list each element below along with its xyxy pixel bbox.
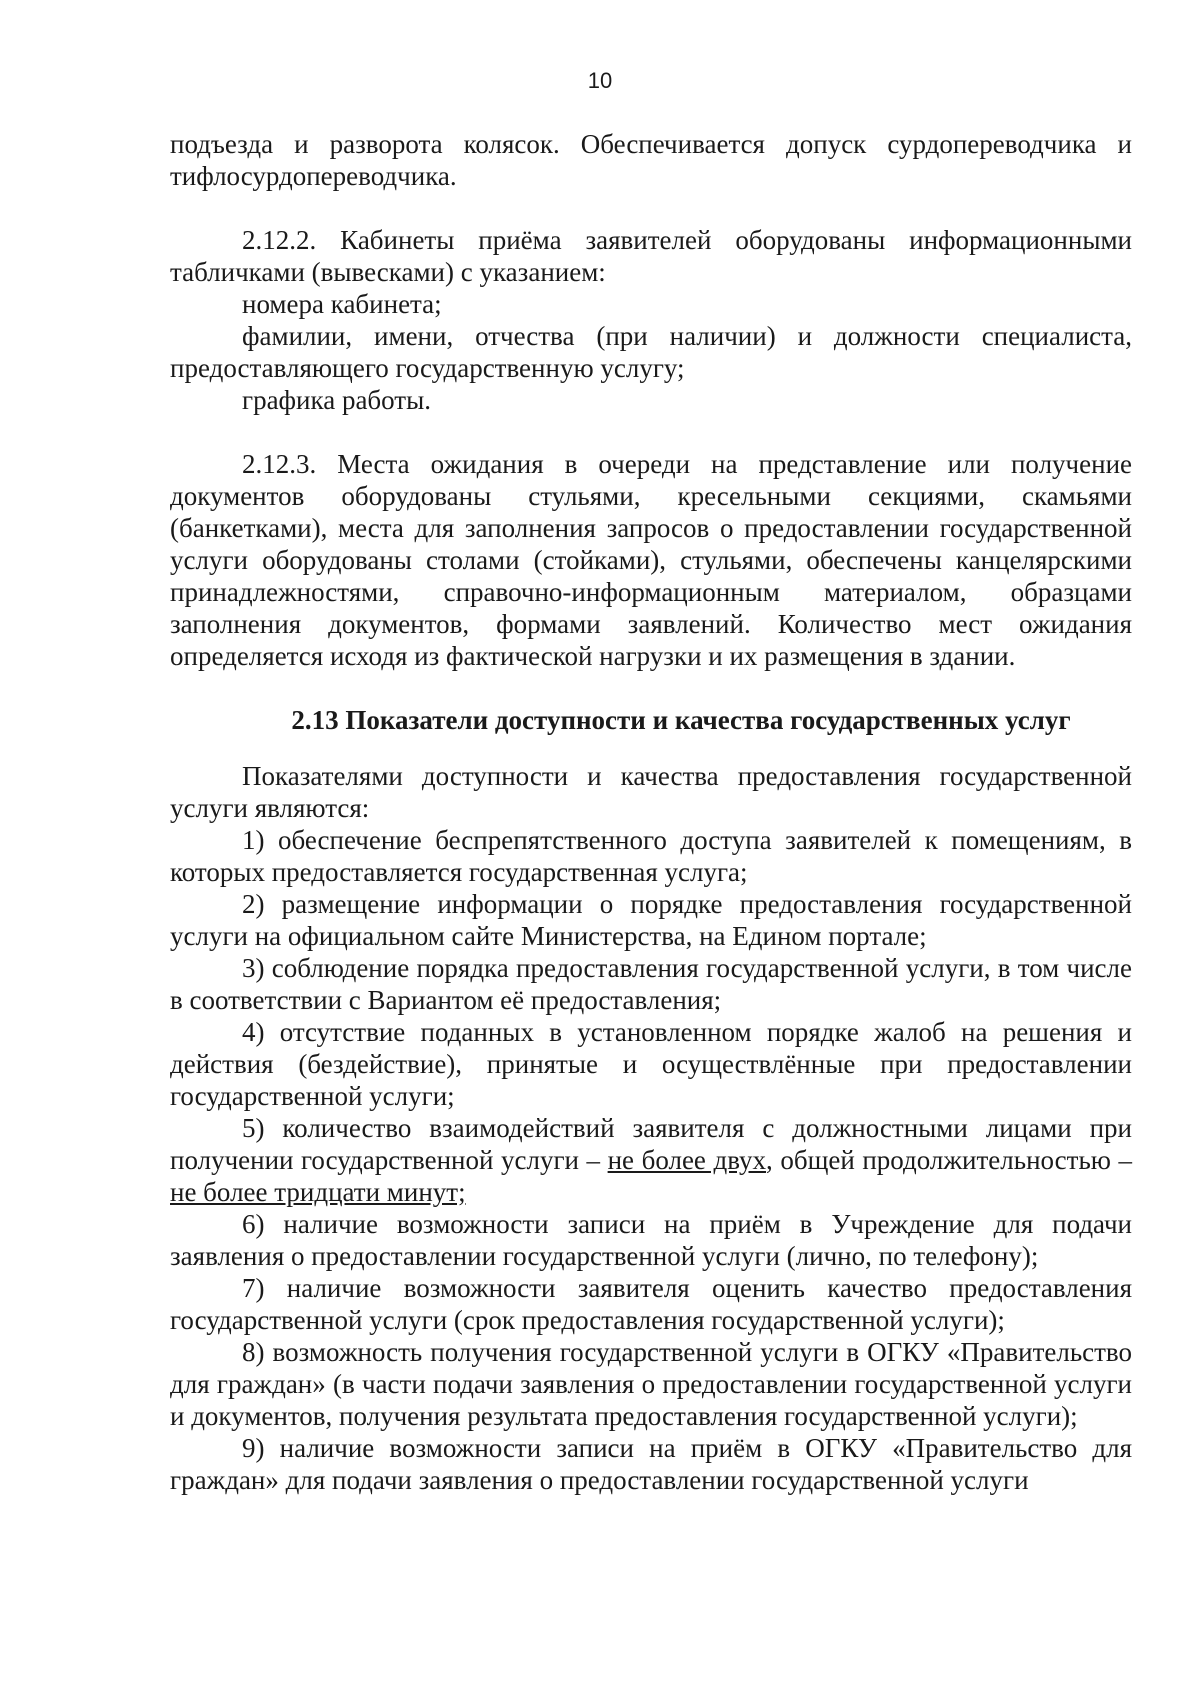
section-2-12-2: 2.12.2. Кабинеты приёма заявителей оборудованы информационными табличками (вывесками) с указанием: bbox=[170, 225, 1132, 287]
document-body bbox=[170, 128, 1132, 1496]
indicator-item-9: 9) наличие возможности записи на приём в ОГКУ «Правительство для граждан» для подачи заявления о предоставлении государственной услуги bbox=[170, 1433, 1132, 1495]
section-2-13-intro: Показателями доступности и качества предоставления государственной услуги являются: bbox=[170, 761, 1132, 823]
indicator-item-4: 4) отсутствие поданных в установленном порядке жалоб на решения и действия (бездействие), принятые и осуществлённые при предоставлении государственной услуги; bbox=[170, 1017, 1132, 1111]
indicator-item-7: 7) наличие возможности заявителя оценить качество предоставления государственной услуги (срок предоставления государственной услуги); bbox=[170, 1273, 1132, 1335]
section-2-12-3: 2.12.3. Места ожидания в очереди на представление или получение документов оборудованы стульями, кресельными секциями, скамьями (банкетками), места для заполнения запросов о предоставлении государственной услуги оборудованы столами (стойками), стульями, обеспечены канцелярскими принадлежностями, справочно-информационным материалом, образцами заполнения документов, формами заявлений. Количество мест ожидания определяется исходя из фактической нагрузки и их размещения в здании. bbox=[170, 449, 1132, 671]
indicator-item-8: 8) возможность получения государственной услуги в ОГКУ «Правительство для граждан» (в части подачи заявления о предоставлении государственной услуги и документов, получения результата предоставления государственной услуги); bbox=[170, 1337, 1132, 1431]
underlined-limit-duration: не более тридцати минут; bbox=[170, 1177, 466, 1207]
list-item-work-schedule: графика работы. bbox=[242, 385, 431, 415]
indicator-item-5 bbox=[170, 1112, 1132, 1208]
indicator-item-3: 3) соблюдение порядка предоставления государственной услуги, в том числе в соответствии с Вариантом её предоставления; bbox=[170, 953, 1132, 1015]
list-item-specialist-name: фамилии, имени, отчества (при наличии) и должности специалиста, предоставляющего государственную услугу; bbox=[170, 321, 1132, 383]
underlined-limit-contacts: не более двух bbox=[607, 1145, 767, 1175]
indicator-item-1: 1) обеспечение беспрепятственного доступа заявителей к помещениям, в которых предоставляется государственная услуга; bbox=[170, 825, 1132, 887]
indicator-item-5-text-c: , общей продолжительностью – bbox=[766, 1145, 1133, 1175]
page-number: 10 bbox=[587, 68, 613, 93]
indicator-item-6: 6) наличие возможности записи на приём в Учреждение для подачи заявления о предоставлении государственной услуги (лично, по телефону); bbox=[170, 1209, 1132, 1271]
list-item-room-number: номера кабинета; bbox=[242, 289, 442, 319]
section-heading-2-13: 2.13 Показатели доступности и качества государственных услуг bbox=[291, 705, 1071, 735]
indicator-item-2: 2) размещение информации о порядке предоставления государственной услуги на официальном сайте Министерства, на Едином портале; bbox=[170, 889, 1132, 951]
paragraph-continuation: подъезда и разворота колясок. Обеспечивается допуск сурдопереводчика и тифлосурдопереводчика. bbox=[170, 129, 1132, 191]
indicator-item-5-text-a: 5) количество взаимодействий заявителя с должностными лицами при получении государственной услуги – bbox=[170, 1113, 1132, 1175]
